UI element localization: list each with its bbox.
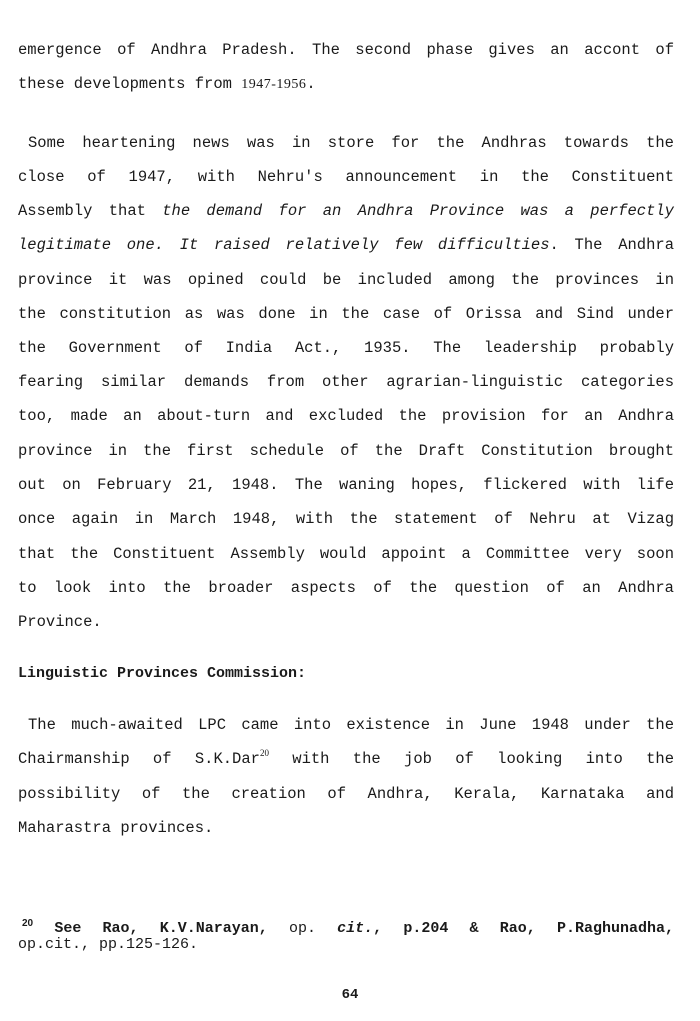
plain-text: with the job of looking into the bbox=[268, 750, 675, 768]
paragraph-2-line-8: fearing similar demands from other agrarian-linguistic categories bbox=[18, 373, 674, 391]
footnote-cit: cit. bbox=[337, 920, 374, 937]
paragraph-2-line-12: once again in March 1948, with the statement of Nehru at Vizag bbox=[18, 510, 674, 528]
paragraph-2-line-2: close of 1947, with Nehru's announcement in the Constituent bbox=[18, 168, 674, 186]
paragraph-2-line-5: province it was opined could be included among the provinces in bbox=[18, 271, 674, 289]
footnote-reference[interactable]: 20 bbox=[259, 748, 269, 758]
paragraph-3-line-4: Maharastra provinces. bbox=[18, 819, 214, 837]
paragraph-3-line-3: possibility of the creation of Andhra, Kerala, Karnataka and bbox=[18, 785, 674, 803]
paragraph-2-line-9: too, made an about-turn and excluded the provision for an Andhra bbox=[18, 407, 674, 425]
footnote-op: op. bbox=[288, 920, 338, 937]
section-heading: Linguistic Provinces Commission: bbox=[18, 665, 307, 682]
paragraph-2-line-11: out on February 21, 1948. The waning hopes, flickered with life bbox=[18, 476, 674, 494]
page-number: 64 bbox=[341, 987, 359, 1003]
paragraph-2-line-4 bbox=[18, 235, 674, 255]
plain-text: . The Andhra bbox=[549, 236, 674, 254]
italic-quote: legitimate one. It raised relatively few difficulties bbox=[18, 236, 550, 254]
footnote-line-1 bbox=[22, 920, 674, 937]
paragraph-2-line-1: Some heartening news was in store for the Andhras towards the bbox=[28, 134, 674, 152]
paragraph-1-line-2 bbox=[18, 74, 674, 95]
paragraph-3-line-1: The much-awaited LPC came into existence in June 1948 under the bbox=[28, 716, 674, 734]
plain-text: Chairmanship of S.K.Dar bbox=[18, 750, 260, 768]
period: . bbox=[306, 75, 316, 93]
paragraph-2-line-6: the constitution as was done in the case of Orissa and Sind under bbox=[18, 305, 674, 323]
paragraph-2-line-13: that the Constituent Assembly would appoint a Committee very soon bbox=[18, 545, 674, 563]
footnote-citation: , p.204 & Rao, P.Raghunadha, bbox=[373, 920, 674, 937]
paragraph-2-line-14: to look into the broader aspects of the question of an Andhra bbox=[18, 579, 674, 597]
paragraph-2-line-7: the Government of India Act., 1935. The leadership probably bbox=[18, 339, 674, 357]
paragraph-1-text: these developments from bbox=[18, 75, 232, 93]
paragraph-2-line-3 bbox=[18, 201, 674, 221]
footnote-number: 20 bbox=[22, 918, 34, 929]
paragraph-3-line-2 bbox=[18, 749, 674, 769]
paragraph-2-line-15: Province. bbox=[18, 613, 102, 631]
plain-text: Assembly that bbox=[18, 202, 163, 220]
italic-quote: the demand for an Andhra Province was a perfectly bbox=[162, 202, 674, 220]
paragraph-1-line-1: emergence of Andhra Pradesh. The second phase gives an accont of bbox=[18, 41, 674, 59]
paragraph-2-line-10: province in the first schedule of the Draft Constitution brought bbox=[18, 442, 674, 460]
footnote-citation: See Rao, K.V.Narayan, bbox=[33, 920, 289, 937]
year-range: 1947-1956 bbox=[241, 77, 307, 92]
footnote-line-2: op.cit., pp.125-126. bbox=[18, 936, 199, 953]
